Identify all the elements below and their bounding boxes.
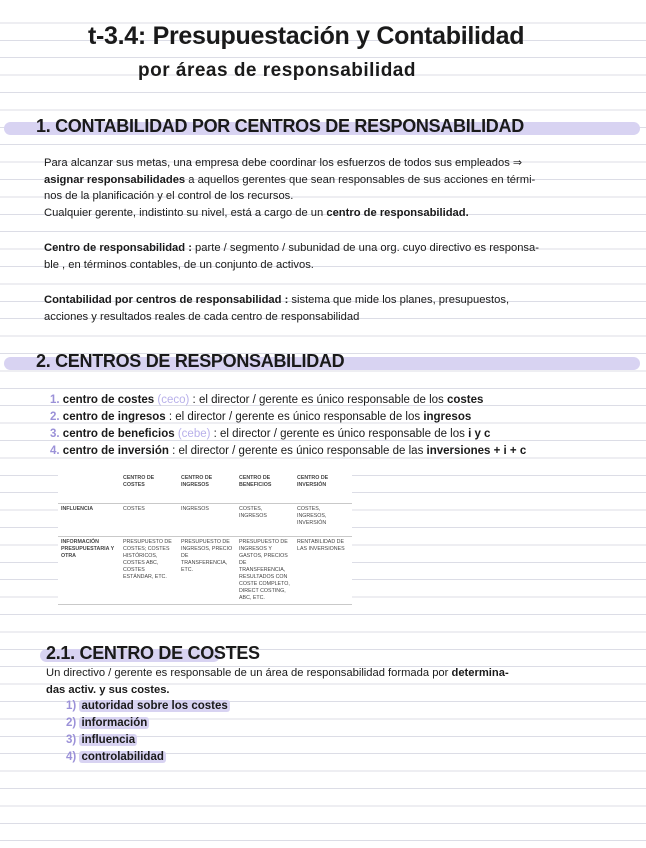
table-row [58,537,352,605]
item-tail: i y c [468,428,491,440]
paragraph-line [44,205,634,222]
item-desc: : el director / gerente es único responsable de las [168,445,427,457]
definition-text: sistema que mide los planes, presupuestos, [288,294,510,306]
section-2-1-paragraph [46,665,636,698]
item-term: centro de inversión [62,445,169,457]
table-header-cell: CENTRO DE COSTES [120,473,178,504]
item-number: 3. [50,428,60,440]
list-item [66,698,230,715]
item-text: controlabilidad [81,751,164,763]
item-tail: ingresos [423,411,472,423]
list-item [66,732,230,749]
table-row-header: INFLUENCIA [58,504,120,537]
section-1-paragraph [44,155,634,221]
table-row-header: INFORMACIÓN PRESUPUESTARIA Y OTRA [58,537,120,605]
item-number: 2. [50,411,60,423]
paragraph-text: Un directivo / gerente es responsable de un área de responsabilidad formada por [46,667,452,679]
section-2-1-heading: 2.1. CENTRO DE COSTES [46,643,260,663]
table-cell: PRESUPUESTO DE COSTES; COSTES HISTÓRICOS, COSTES ABC, COSTES ESTÁNDAR, ETC. [120,537,178,605]
table-header-row [58,473,352,504]
table-cell: COSTES [120,504,178,537]
list-item [50,409,640,426]
item-term: centro de beneficios [62,428,175,440]
item-desc: : el director / gerente es único responsable de los [210,428,469,440]
table-header-cell: CENTRO DE INVERSIÓN [294,473,352,504]
item-text: influencia [81,734,136,746]
item-number: 1. [50,394,60,406]
list-item [50,392,640,409]
item-desc: : el director / gerente es único responsable de los [165,411,424,423]
paragraph-line: nos de la planificación y el control de los recursos. [44,190,294,202]
item-number: 3) [66,734,77,746]
definition-responsibility-accounting [44,292,634,325]
list-item [66,715,230,732]
item-term: centro de costes [62,394,155,406]
definition-line: ble , en términos contables, de un conjunto de activos. [44,258,314,271]
definition-term: Centro de responsabilidad : [44,242,192,254]
key-term: das activ. y sus costes. [46,683,170,696]
key-term: asignar responsabilidades [44,173,186,186]
item-tail: inversiones + i + c [426,445,527,457]
definition-text: parte / segmento / subunidad de una org. cuyo directivo es responsa- [191,242,539,254]
item-tail: costes [446,394,484,406]
item-number: 2) [66,717,77,729]
table-header-cell [58,473,120,504]
responsibility-centers-table [58,473,352,605]
item-text: autoridad sobre los costes [81,700,228,712]
item-number: 4. [50,445,60,457]
table-cell: PRESUPUESTO DE INGRESOS, PRECIO DE TRANSFERENCIA, ETC. [178,537,236,605]
table-cell: RENTABILIDAD DE LAS INVERSIONES [294,537,352,605]
cost-center-attributes-list [66,698,230,766]
list-item [50,443,640,460]
section-2-heading: 2. CENTROS DE RESPONSABILIDAD [36,351,345,371]
table-row [58,504,352,537]
page-subtitle: por áreas de responsabilidad [138,60,416,81]
item-desc: : el director / gerente es único responsable de los [189,394,447,406]
section-1-heading: 1. CONTABILIDAD POR CENTROS DE RESPONSABILIDAD [36,116,524,136]
key-term: centro de responsabilidad. [326,206,469,219]
table-cell: INGRESOS [178,504,236,537]
item-text: información [81,717,148,729]
item-number: 1) [66,700,77,712]
item-term: centro de ingresos [62,411,166,423]
paragraph-line [46,665,636,682]
table-cell: COSTES, INGRESOS, INVERSIÓN [294,504,352,537]
list-item [50,426,640,443]
item-abbr: (ceco) [157,394,190,406]
paragraph-line: Para alcanzar sus metas, una empresa debe coordinar los esfuerzos de todos sus empleados ⇒ [44,157,523,169]
table-cell: COSTES, INGRESOS [236,504,294,537]
table-cell: PRESUPUESTO DE INGRESOS Y GASTOS, PRECIOS DE TRANSFERENCIA, RESULTADOS CON COSTE COMPLETO, DIRECT COSTING, ABC, ETC. [236,537,294,605]
page-title: t-3.4: Presupuestación y Contabilidad [88,22,525,50]
key-term: determina- [451,667,509,679]
item-number: 4) [66,751,77,763]
paragraph-line [44,172,634,189]
list-item [66,749,230,766]
item-abbr: (cebe) [177,428,211,440]
definition-line [44,292,634,309]
paragraph-line [46,682,636,699]
table-header-cell: CENTRO DE BENEFICIOS [236,473,294,504]
definition-line [44,240,634,257]
responsibility-centers-list [50,392,640,460]
paragraph-text: Cualquier gerente, indistinto su nivel, está a cargo de un [44,206,327,219]
table-header-cell: CENTRO DE INGRESOS [178,473,236,504]
definition-line: acciones y resultados reales de cada centro de responsabilidad [44,310,360,323]
definition-responsibility-center [44,240,634,273]
definition-term: Contabilidad por centros de responsabilidad : [44,294,289,306]
paragraph-text: a aquellos gerentes que sean responsables de sus acciones en térmi- [185,173,536,186]
